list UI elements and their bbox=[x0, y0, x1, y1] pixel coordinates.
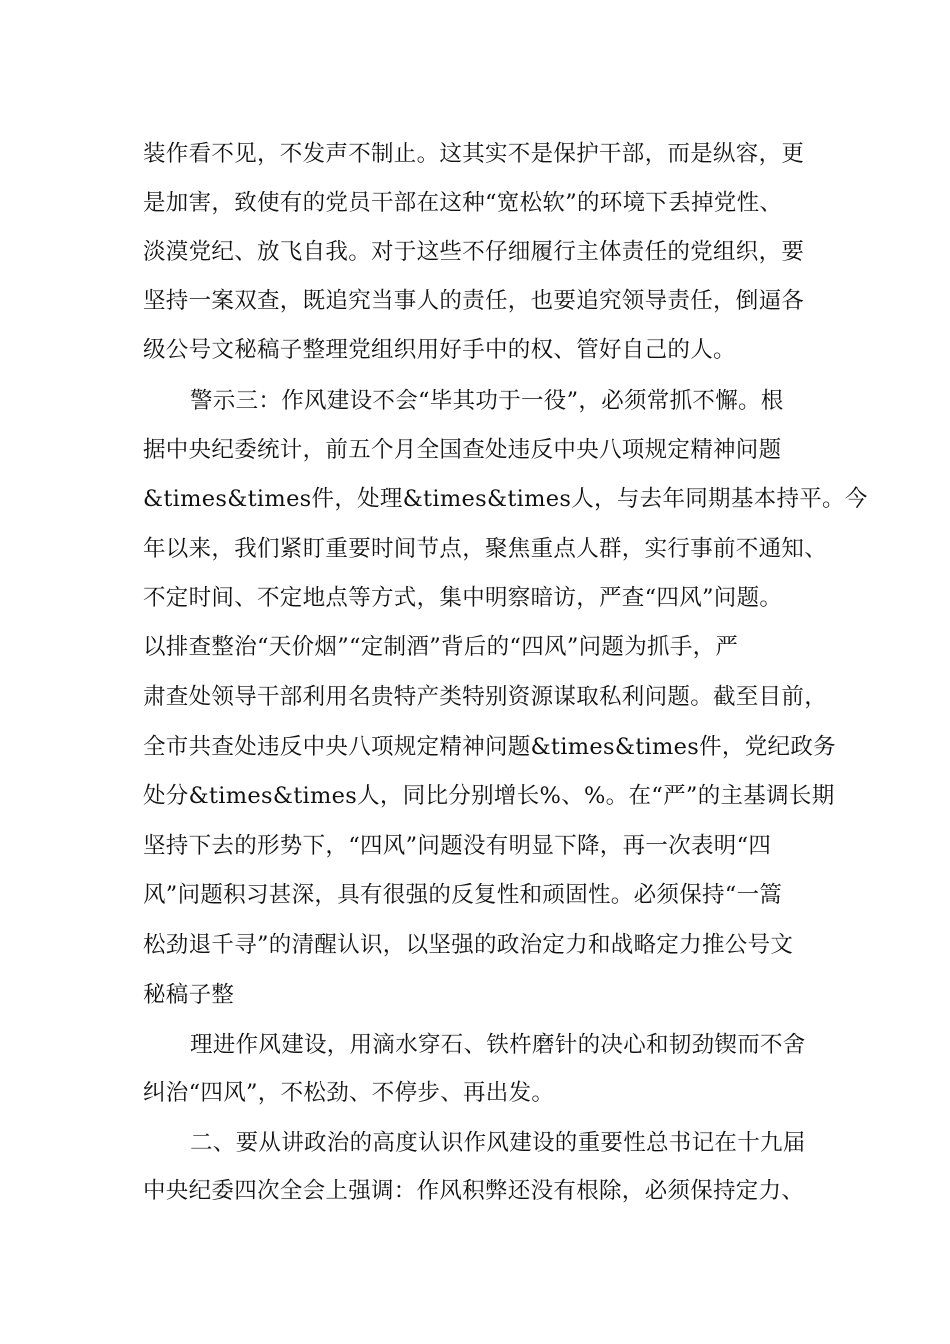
text-line: 不定时间、不定地点等方式，集中明察暗访，严查“四风”问题。 bbox=[143, 585, 783, 611]
text-line: 处分&times&times人，同比分别增长%、%。在“严”的主基调长期 bbox=[143, 783, 835, 809]
text-line: 淡漠党纪、放飞自我。对于这些不仔细履行主体责任的党组织，要 bbox=[143, 239, 805, 265]
text-line: 纠治“四风”，不松劲、不停步、再出发。 bbox=[143, 1080, 555, 1106]
text-line: 坚持下去的形势下，“四风”问题没有明显下降，再一次表明“四 bbox=[143, 833, 772, 859]
text-line: 是加害，致使有的党员干部在这种“宽松软”的环境下丢掉党性、 bbox=[143, 190, 783, 216]
text-line: 据中央纪委统计，前五个月全国查处违反中央八项规定精神问题 bbox=[143, 437, 782, 463]
text-line: 年以来，我们紧盯重要时间节点，聚焦重点人群，实行事前不通知、 bbox=[143, 536, 828, 562]
text-line: 警示三：作风建设不会“毕其功于一役”，必须常抓不懈。根 bbox=[190, 388, 784, 414]
text-line: 二、要从讲政治的高度认识作风建设的重要性总书记在十九届 bbox=[190, 1130, 806, 1156]
text-line: 全市共查处违反中央八项规定精神问题&times&times件，党纪政务 bbox=[143, 734, 836, 760]
text-line: 风”问题积习甚深，具有很强的反复性和顽固性。必须保持“一篙 bbox=[143, 882, 783, 908]
text-line: 以排查整治“天价烟”“定制酒”背后的“四风”问题为抓手，严 bbox=[143, 634, 739, 660]
text-line: 装作看不见，不发声不制止。这其实不是保护干部，而是纵容，更 bbox=[143, 141, 805, 167]
text-line: 理进作风建设，用滴水穿石、铁杵磨针的决心和韧劲锲而不舍 bbox=[190, 1032, 806, 1058]
text-line: 坚持一案双查，既追究当事人的责任，也要追究领导责任，倒逼各 bbox=[143, 288, 805, 314]
text-line: 中央纪委四次全会上强调：作风积弊还没有根除，必须保持定力、 bbox=[143, 1178, 805, 1204]
text-line: 级公号文秘稿子整理党组织用好手中的权、管好自己的人。 bbox=[143, 337, 736, 363]
text-line: 秘稿子整 bbox=[143, 982, 235, 1008]
text-line: &times&times件，处理&times&times人，与去年同期基本持平。今 bbox=[143, 486, 868, 512]
text-line: 肃查处领导干部利用名贵特产类特别资源谋取私利问题。截至目前， bbox=[143, 684, 828, 710]
text-line: 松劲退千寻”的清醒认识，以坚强的政治定力和战略定力推公号文 bbox=[143, 932, 794, 958]
